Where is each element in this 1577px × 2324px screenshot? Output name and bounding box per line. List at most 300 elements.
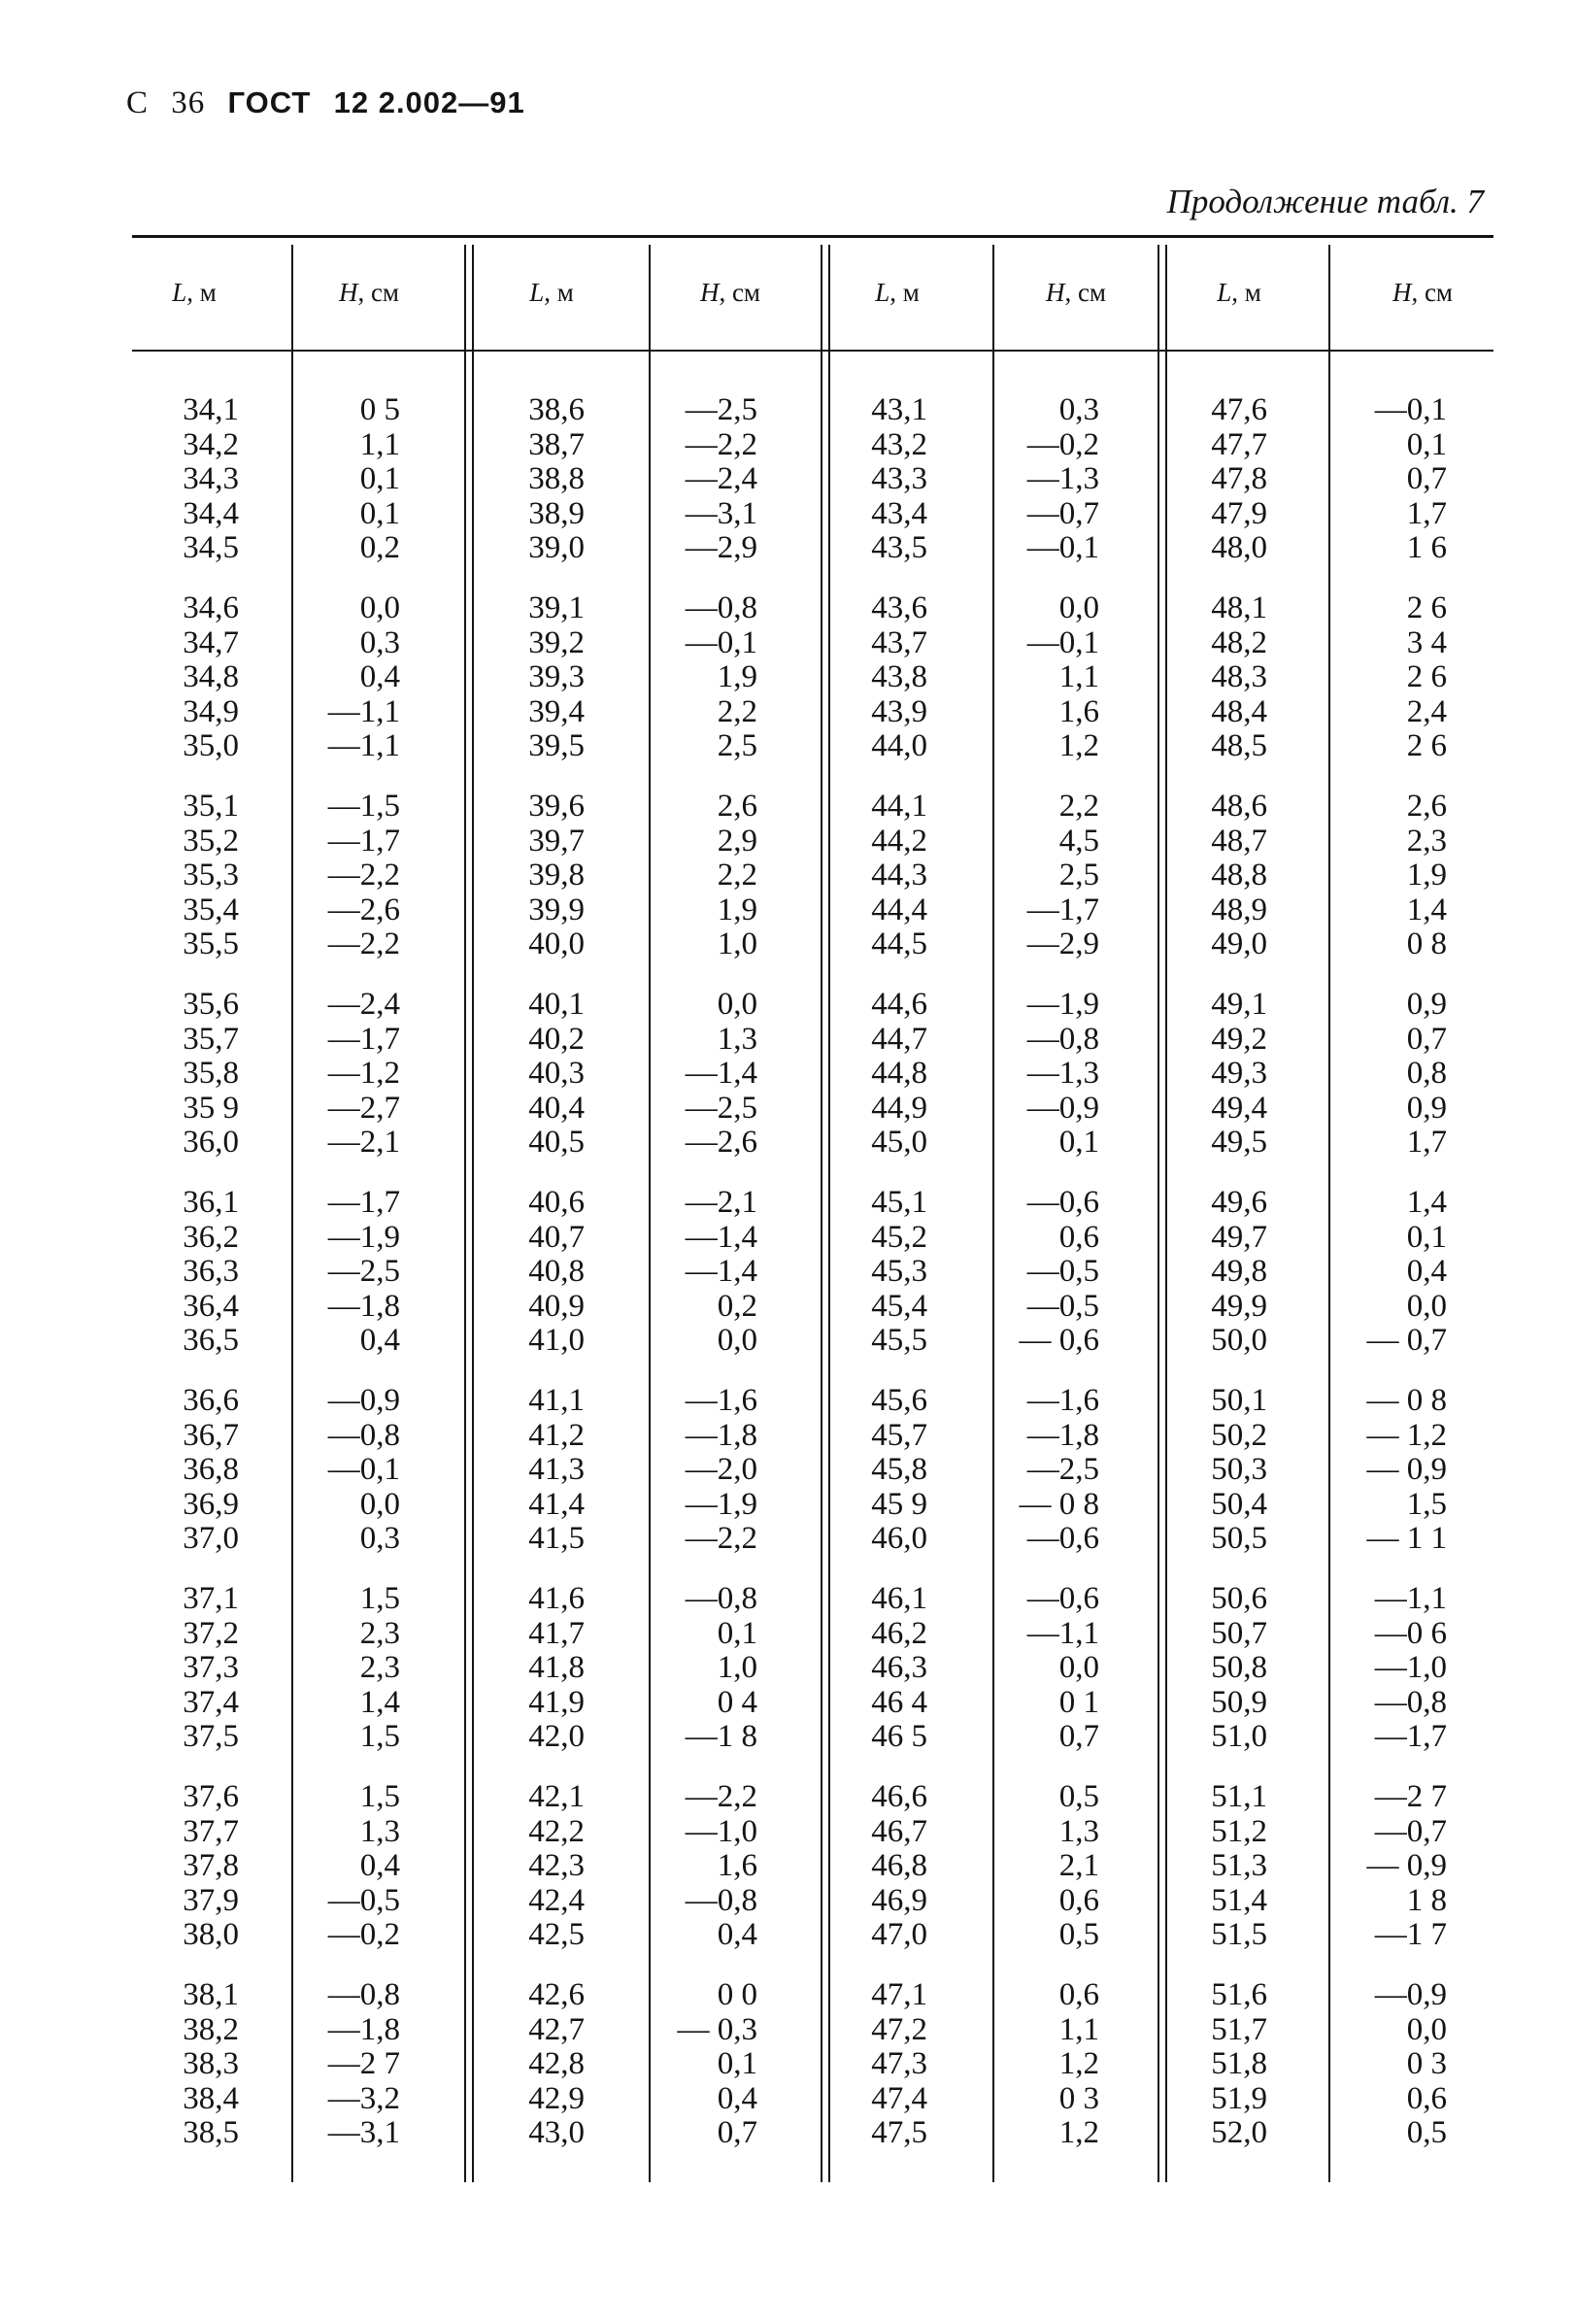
table-cell-height: —0,9 [1374, 1977, 1447, 2012]
table-cell-length: 45,6 [871, 1383, 927, 1418]
table-cell-height: 0,5 [1058, 1779, 1099, 1814]
table-cell-height: —0,9 [327, 1383, 400, 1418]
page-header [126, 85, 539, 121]
table-cell-length: 36,9 [183, 1486, 239, 1522]
table-cell-height: — 0,9 [1366, 1452, 1447, 1488]
column-header-variable: L [875, 278, 890, 307]
table-cell-height: 0,4 [359, 1848, 400, 1884]
table-cell-height: —2,2 [327, 858, 400, 893]
table-cell-length: 45,3 [871, 1254, 927, 1290]
table-cell-height: —0,7 [1026, 495, 1099, 531]
table-cell-length: 49,5 [1211, 1125, 1267, 1161]
table-cell-length: 44,7 [871, 1021, 927, 1057]
table-cell-height: 2,5 [1058, 858, 1099, 893]
table-cell-height: 0,0 [1058, 1650, 1099, 1686]
table-cell-length: 41,0 [528, 1323, 585, 1359]
table-cell-length: 50,6 [1211, 1581, 1267, 1616]
table-cell-height: —0,2 [327, 1917, 400, 1953]
table-cell-height: 0,0 [717, 1323, 757, 1359]
table-cell-length: 41,6 [528, 1581, 585, 1616]
table-cell-height: 0,1 [359, 461, 400, 497]
table-cell-height: 0,9 [1406, 1090, 1447, 1126]
column-header-unit: , м [186, 278, 217, 307]
table-cell-length: 50,7 [1211, 1615, 1267, 1651]
table-cell-length: 47,2 [871, 2011, 927, 2047]
table-cell-length: 45,0 [871, 1125, 927, 1161]
table-cell-length: 40,4 [528, 1090, 585, 1126]
table-cell-length: 36,4 [183, 1288, 239, 1324]
table-cell-length: 44,8 [871, 1056, 927, 1092]
table-cell-length: 41,4 [528, 1486, 585, 1522]
column-header-variable: H [1392, 278, 1412, 307]
table-cell-length: 37,5 [183, 1719, 239, 1755]
table-cell-height: — 0,9 [1366, 1848, 1447, 1884]
table-cell-height: —1,8 [685, 1417, 757, 1453]
table-cell-length: 40,2 [528, 1021, 585, 1057]
table-cell-length: 35 9 [183, 1090, 239, 1126]
table-cell-length: 38,3 [183, 2046, 239, 2082]
table-cell-height: —2,5 [685, 1090, 757, 1126]
table-cell-height: — 0 8 [1366, 1383, 1447, 1418]
table-cell-height: —1,3 [1026, 1056, 1099, 1092]
table-cell-height: 0,7 [1406, 1021, 1447, 1057]
table-cell-length: 47,8 [1211, 461, 1267, 497]
table-cell-height: 1,3 [1058, 1813, 1099, 1849]
table-cell-height: —1,3 [1026, 461, 1099, 497]
table-cell-height: — 1,2 [1366, 1417, 1447, 1453]
column-header-variable: H [338, 278, 358, 307]
table-cell-height: —0,8 [1374, 1684, 1447, 1720]
table-cell-height: —0,6 [1026, 1185, 1099, 1220]
table-cell-height: 0,8 [1406, 1056, 1447, 1092]
table-cell-height: 0,3 [359, 624, 400, 660]
table-cell-height: — 0 8 [1019, 1486, 1099, 1522]
table-cell-height: —1,4 [685, 1254, 757, 1290]
table-cell-height: 2,1 [1058, 1848, 1099, 1884]
column-header [810, 278, 985, 308]
table-cell-height: 2,3 [1406, 823, 1447, 859]
table-cell-height: —1,8 [1026, 1417, 1099, 1453]
table-cell-length: 35,3 [183, 858, 239, 893]
table-cell-length: 35,2 [183, 823, 239, 859]
table-cell-length: 50,5 [1211, 1521, 1267, 1557]
table-cell-length: 37,6 [183, 1779, 239, 1814]
table-cell-length: 46,9 [871, 1882, 927, 1918]
table-cell-height: —0,2 [1026, 426, 1099, 462]
table-cell-length: 39,9 [528, 892, 585, 927]
table-cell-height: 0,1 [1406, 1219, 1447, 1255]
table-cell-length: 43,8 [871, 659, 927, 695]
table-cell-length: 45,4 [871, 1288, 927, 1324]
table-cell-height: —2,0 [685, 1452, 757, 1488]
table-cell-length: 46,3 [871, 1650, 927, 1686]
table-cell-height: —0,8 [1026, 1021, 1099, 1057]
table-cell-length: 39,7 [528, 823, 585, 859]
table-cell-length: 49,4 [1211, 1090, 1267, 1126]
table-cell-height: —1 7 [1374, 1917, 1447, 1953]
table-cell-length: 46,0 [871, 1521, 927, 1557]
table-cell-length: 48,4 [1211, 693, 1267, 729]
table-cell-length: 34,5 [183, 530, 239, 566]
table-cell-height: 0,2 [359, 530, 400, 566]
table-cell-length: 49,6 [1211, 1185, 1267, 1220]
table-cell-length: 42,8 [528, 2046, 585, 2082]
table-cell-height: —0,6 [1026, 1521, 1099, 1557]
table-cell-length: 38,0 [183, 1917, 239, 1953]
table-cell-height: 0,0 [359, 1486, 400, 1522]
table-cell-height: 1,5 [359, 1719, 400, 1755]
table-cell-height: 1,9 [1406, 858, 1447, 893]
table-cell-length: 41,2 [528, 1417, 585, 1453]
table-cell-height: 0,4 [1406, 1254, 1447, 1290]
table-cell-height: 1,1 [1058, 2011, 1099, 2047]
table-cell-height: —3,2 [327, 2080, 400, 2116]
table-top-rule [132, 235, 1493, 238]
table-cell-height: 0 4 [717, 1684, 757, 1720]
table-cell-height: —1,5 [327, 789, 400, 824]
table-cell-height: —1,4 [685, 1056, 757, 1092]
table-cell-length: 51,9 [1211, 2080, 1267, 2116]
table-cell-length: 49,0 [1211, 926, 1267, 962]
table-cell-length: 39,0 [528, 530, 585, 566]
table-cell-length: 42,0 [528, 1719, 585, 1755]
table-cell-length: 34,3 [183, 461, 239, 497]
table-cell-height: 0,5 [1058, 1917, 1099, 1953]
column-header [464, 278, 639, 308]
table-cell-length: 48,5 [1211, 728, 1267, 764]
table-cell-height: —1,8 [327, 2011, 400, 2047]
table-cell-length: 36,0 [183, 1125, 239, 1161]
column-header-variable: H [1045, 278, 1065, 307]
table-cell-height: —1,9 [685, 1486, 757, 1522]
table-cell-length: 45,1 [871, 1185, 927, 1220]
table-cell-height: 2,2 [1058, 789, 1099, 824]
table-cell-height: —0,9 [1026, 1090, 1099, 1126]
table-cell-height: —2,1 [327, 1125, 400, 1161]
table-cell-length: 49,1 [1211, 987, 1267, 1022]
table-cell-length: 43,4 [871, 495, 927, 531]
table-cell-length: 47,3 [871, 2046, 927, 2082]
table-cell-length: 51,0 [1211, 1719, 1267, 1755]
table-cell-length: 38,7 [528, 426, 585, 462]
table-cell-height: 0,3 [359, 1521, 400, 1557]
table-cell-length: 50,1 [1211, 1383, 1267, 1418]
table-cell-height: — 0,7 [1366, 1323, 1447, 1359]
table-cell-height: —0,8 [685, 590, 757, 625]
table-cell-length: 50,9 [1211, 1684, 1267, 1720]
table-cell-height: —1,4 [685, 1219, 757, 1255]
table-cell-height: —0,1 [327, 1452, 400, 1488]
table-cell-height: —0,5 [1026, 1288, 1099, 1324]
table-cell-height: 2,2 [717, 858, 757, 893]
table-cell-length: 42,2 [528, 1813, 585, 1849]
column-separator [464, 245, 466, 2182]
table-cell-height: 0,6 [1058, 1977, 1099, 2012]
table-cell-height: 1,4 [1406, 1185, 1447, 1220]
table-cell-length: 40,6 [528, 1185, 585, 1220]
table-cell-height: —2,4 [685, 461, 757, 497]
table-cell-length: 34,6 [183, 590, 239, 625]
table-cell-length: 48,0 [1211, 530, 1267, 566]
table-cell-length: 43,7 [871, 624, 927, 660]
table-cell-height: —2,2 [685, 426, 757, 462]
table-cell-length: 43,5 [871, 530, 927, 566]
table-cell-length: 38,8 [528, 461, 585, 497]
table-cell-height: 1,2 [1058, 728, 1099, 764]
table-cell-height: —2,7 [327, 1090, 400, 1126]
table-cell-length: 36,8 [183, 1452, 239, 1488]
table-cell-height: 1,5 [359, 1779, 400, 1814]
table-cell-height: 0,1 [1406, 426, 1447, 462]
table-cell-length: 39,8 [528, 858, 585, 893]
table-cell-height: —1,2 [327, 1056, 400, 1092]
table-cell-height: 0 3 [1406, 2046, 1447, 2082]
table-cell-length: 50,4 [1211, 1486, 1267, 1522]
table-cell-length: 47,6 [1211, 392, 1267, 427]
table-cell-height: 0 1 [1058, 1684, 1099, 1720]
table-cell-length: 40,9 [528, 1288, 585, 1324]
table-cell-height: 2,2 [717, 693, 757, 729]
table-cell-length: 37,8 [183, 1848, 239, 1884]
table-cell-height: —2,5 [685, 392, 757, 427]
table-cell-height: —1 8 [685, 1719, 757, 1755]
table-cell-height: —3,1 [685, 495, 757, 531]
table-cell-height: —2 7 [1374, 1779, 1447, 1814]
table-cell-length: 43,1 [871, 392, 927, 427]
table-cell-height: —0,8 [327, 1417, 400, 1453]
table-cell-length: 40,8 [528, 1254, 585, 1290]
table-cell-height: 0,0 [1406, 1288, 1447, 1324]
table-cell-height: 0,4 [717, 2080, 757, 2116]
table-cell-length: 35,1 [183, 789, 239, 824]
table-cell-height: —1,6 [1026, 1383, 1099, 1418]
table-cell-height: 0,3 [1058, 392, 1099, 427]
column-header-unit: , см [1064, 278, 1107, 307]
table-cell-height: 0,6 [1406, 2080, 1447, 2116]
table-cell-length: 39,1 [528, 590, 585, 625]
table-cell-length: 51,1 [1211, 1779, 1267, 1814]
table-cell-length: 38,6 [528, 392, 585, 427]
table-cell-length: 45,5 [871, 1323, 927, 1359]
standard-number: 12 2.002—91 [333, 85, 525, 119]
table-cell-height: —1,0 [685, 1813, 757, 1849]
table-cell-length: 51,7 [1211, 2011, 1267, 2047]
table-cell-height: 1,1 [1058, 659, 1099, 695]
table-cell-height: —2,9 [685, 530, 757, 566]
table-cell-height: 0,1 [717, 1615, 757, 1651]
table-cell-length: 37,1 [183, 1581, 239, 1616]
table-cell-height: 0,4 [359, 659, 400, 695]
column-header [989, 278, 1163, 308]
table-cell-length: 48,1 [1211, 590, 1267, 625]
table-cell-length: 40,1 [528, 987, 585, 1022]
table-cell-height: 0,6 [1058, 1219, 1099, 1255]
table-cell-length: 38,9 [528, 495, 585, 531]
table-cell-height: —0,8 [327, 1977, 400, 2012]
table-cell-length: 36,1 [183, 1185, 239, 1220]
table-cell-length: 35,4 [183, 892, 239, 927]
table-cell-length: 46,2 [871, 1615, 927, 1651]
table-cell-height: —0,5 [1026, 1254, 1099, 1290]
table-cell-height: 2,3 [359, 1650, 400, 1686]
table-cell-height: —1,6 [685, 1383, 757, 1418]
table-cell-height: —1,7 [1026, 892, 1099, 927]
table-cell-height: —0,1 [1374, 392, 1447, 427]
table-cell-length: 38,5 [183, 2115, 239, 2151]
table-cell-height: —0,6 [1026, 1581, 1099, 1616]
table-cell-length: 41,3 [528, 1452, 585, 1488]
table-cell-length: 45,2 [871, 1219, 927, 1255]
table-cell-length: 36,5 [183, 1323, 239, 1359]
table-cell-height: 0,1 [717, 2046, 757, 2082]
table-cell-height: 1,0 [717, 1650, 757, 1686]
table-cell-height: —3,1 [327, 2115, 400, 2151]
table-cell-length: 38,1 [183, 1977, 239, 2012]
table-cell-length: 44,6 [871, 987, 927, 1022]
column-header-unit: , м [889, 278, 920, 307]
table-cell-length: 41,1 [528, 1383, 585, 1418]
column-header-variable: L [1217, 278, 1232, 307]
table-cell-length: 35,8 [183, 1056, 239, 1092]
table-cell-height: 3 4 [1406, 624, 1447, 660]
table-cell-height: 1 6 [1406, 530, 1447, 566]
table-cell-height: 0,6 [1058, 1882, 1099, 1918]
table-cell-length: 34,2 [183, 426, 239, 462]
table-cell-height: 1,9 [717, 892, 757, 927]
table-cell-length: 51,4 [1211, 1882, 1267, 1918]
table-cell-length: 46,6 [871, 1779, 927, 1814]
table-cell-height: 1,3 [359, 1813, 400, 1849]
table-cell-height: 0,4 [717, 1917, 757, 1953]
table-cell-height: 1,2 [1058, 2046, 1099, 2082]
table-cell-height: —2,1 [685, 1185, 757, 1220]
table-cell-length: 44,1 [871, 789, 927, 824]
table-cell-length: 42,5 [528, 1917, 585, 1953]
table-cell-length: 47,5 [871, 2115, 927, 2151]
table-cell-length: 44,5 [871, 926, 927, 962]
table-cell-length: 51,8 [1211, 2046, 1267, 2082]
table-cell-length: 42,1 [528, 1779, 585, 1814]
table-cell-height: —2,2 [685, 1521, 757, 1557]
column-header-variable: L [529, 278, 545, 307]
table-cell-height: —2,6 [685, 1125, 757, 1161]
table-cell-length: 46,8 [871, 1848, 927, 1884]
column-header-unit: , см [719, 278, 761, 307]
table-cell-height: 2,6 [717, 789, 757, 824]
table-cell-height: 2,9 [717, 823, 757, 859]
table-cell-length: 35,5 [183, 926, 239, 962]
column-header [282, 278, 456, 308]
table-cell-length: 43,2 [871, 426, 927, 462]
table-cell-height: 0 0 [717, 1977, 757, 2012]
table-cell-length: 48,7 [1211, 823, 1267, 859]
table-cell-height: —0,8 [685, 1882, 757, 1918]
column-header-variable: H [699, 278, 720, 307]
table-cell-length: 40,0 [528, 926, 585, 962]
table-cell-length: 48,2 [1211, 624, 1267, 660]
table-cell-length: 44,9 [871, 1090, 927, 1126]
column-header-unit: , см [357, 278, 400, 307]
table-cell-height: —1,7 [327, 1021, 400, 1057]
table-cell-height: 1,7 [1406, 1125, 1447, 1161]
table-cell-length: 37,7 [183, 1813, 239, 1849]
table-cell-length: 46,1 [871, 1581, 927, 1616]
table-cell-height: 0,7 [1406, 461, 1447, 497]
table-cell-height: 1,6 [1058, 693, 1099, 729]
table-cell-height: — 0,3 [677, 2011, 757, 2047]
column-header-unit: , м [544, 278, 574, 307]
table-cell-length: 51,6 [1211, 1977, 1267, 2012]
table-cell-length: 47,1 [871, 1977, 927, 2012]
table-cell-height: —1,9 [1026, 987, 1099, 1022]
table-cell-height: 0,4 [359, 1323, 400, 1359]
table-cell-length: 41,7 [528, 1615, 585, 1651]
table-cell-height: —1,1 [1374, 1581, 1447, 1616]
table-cell-height: 1,6 [717, 1848, 757, 1884]
table-cell-length: 40,5 [528, 1125, 585, 1161]
table-cell-height: 2 6 [1406, 590, 1447, 625]
table-cell-length: 50,2 [1211, 1417, 1267, 1453]
table-cell-length: 51,3 [1211, 1848, 1267, 1884]
table-cell-length: 41,5 [528, 1521, 585, 1557]
column-header-unit: , м [1231, 278, 1261, 307]
standard-name: ГОСТ [227, 85, 312, 119]
table-cell-length: 44,0 [871, 728, 927, 764]
table-cell-height: 1,9 [717, 659, 757, 695]
table-cell-height: —0,1 [1026, 624, 1099, 660]
table-cell-height: 0,1 [359, 495, 400, 531]
table-cell-height: —1,7 [327, 1185, 400, 1220]
table-cell-length: 35,7 [183, 1021, 239, 1057]
table-cell-length: 44,4 [871, 892, 927, 927]
table-cell-length: 40,3 [528, 1056, 585, 1092]
table-cell-height: 1,4 [359, 1684, 400, 1720]
table-cell-height: 0 3 [1058, 2080, 1099, 2116]
table-cell-length: 52,0 [1211, 2115, 1267, 2151]
table-cell-length: 40,7 [528, 1219, 585, 1255]
table-cell-length: 35,0 [183, 728, 239, 764]
table-cell-length: 49,8 [1211, 1254, 1267, 1290]
table-cell-length: 43,9 [871, 693, 927, 729]
table-cell-height: 0,1 [1058, 1125, 1099, 1161]
table-cell-length: 39,5 [528, 728, 585, 764]
table-cell-length: 39,2 [528, 624, 585, 660]
table-cell-height: —1,1 [327, 728, 400, 764]
table-cell-length: 41,8 [528, 1650, 585, 1686]
table-cell-length: 47,4 [871, 2080, 927, 2116]
table-cell-height: —1,7 [1374, 1719, 1447, 1755]
table-cell-height: 0,0 [1406, 2011, 1447, 2047]
table-cell-height: —1,7 [327, 823, 400, 859]
table-cell-length: 34,9 [183, 693, 239, 729]
table-cell-length: 49,9 [1211, 1288, 1267, 1324]
table-cell-height: 1 8 [1406, 1882, 1447, 1918]
column-header [643, 278, 818, 308]
table-cell-height: 0,2 [717, 1288, 757, 1324]
table-cell-length: 37,2 [183, 1615, 239, 1651]
table-cell-height: —1,8 [327, 1288, 400, 1324]
table-cell-length: 35,6 [183, 987, 239, 1022]
table-cell-length: 36,3 [183, 1254, 239, 1290]
table-cell-height: 2,5 [717, 728, 757, 764]
table-cell-length: 48,3 [1211, 659, 1267, 695]
table-cell-height: 0,0 [1058, 590, 1099, 625]
table-cell-height: —1,1 [327, 693, 400, 729]
table-cell-length: 44,2 [871, 823, 927, 859]
column-header [1152, 278, 1326, 308]
table-cell-height: —2,2 [685, 1779, 757, 1814]
table-cell-height: 1,4 [1406, 892, 1447, 927]
